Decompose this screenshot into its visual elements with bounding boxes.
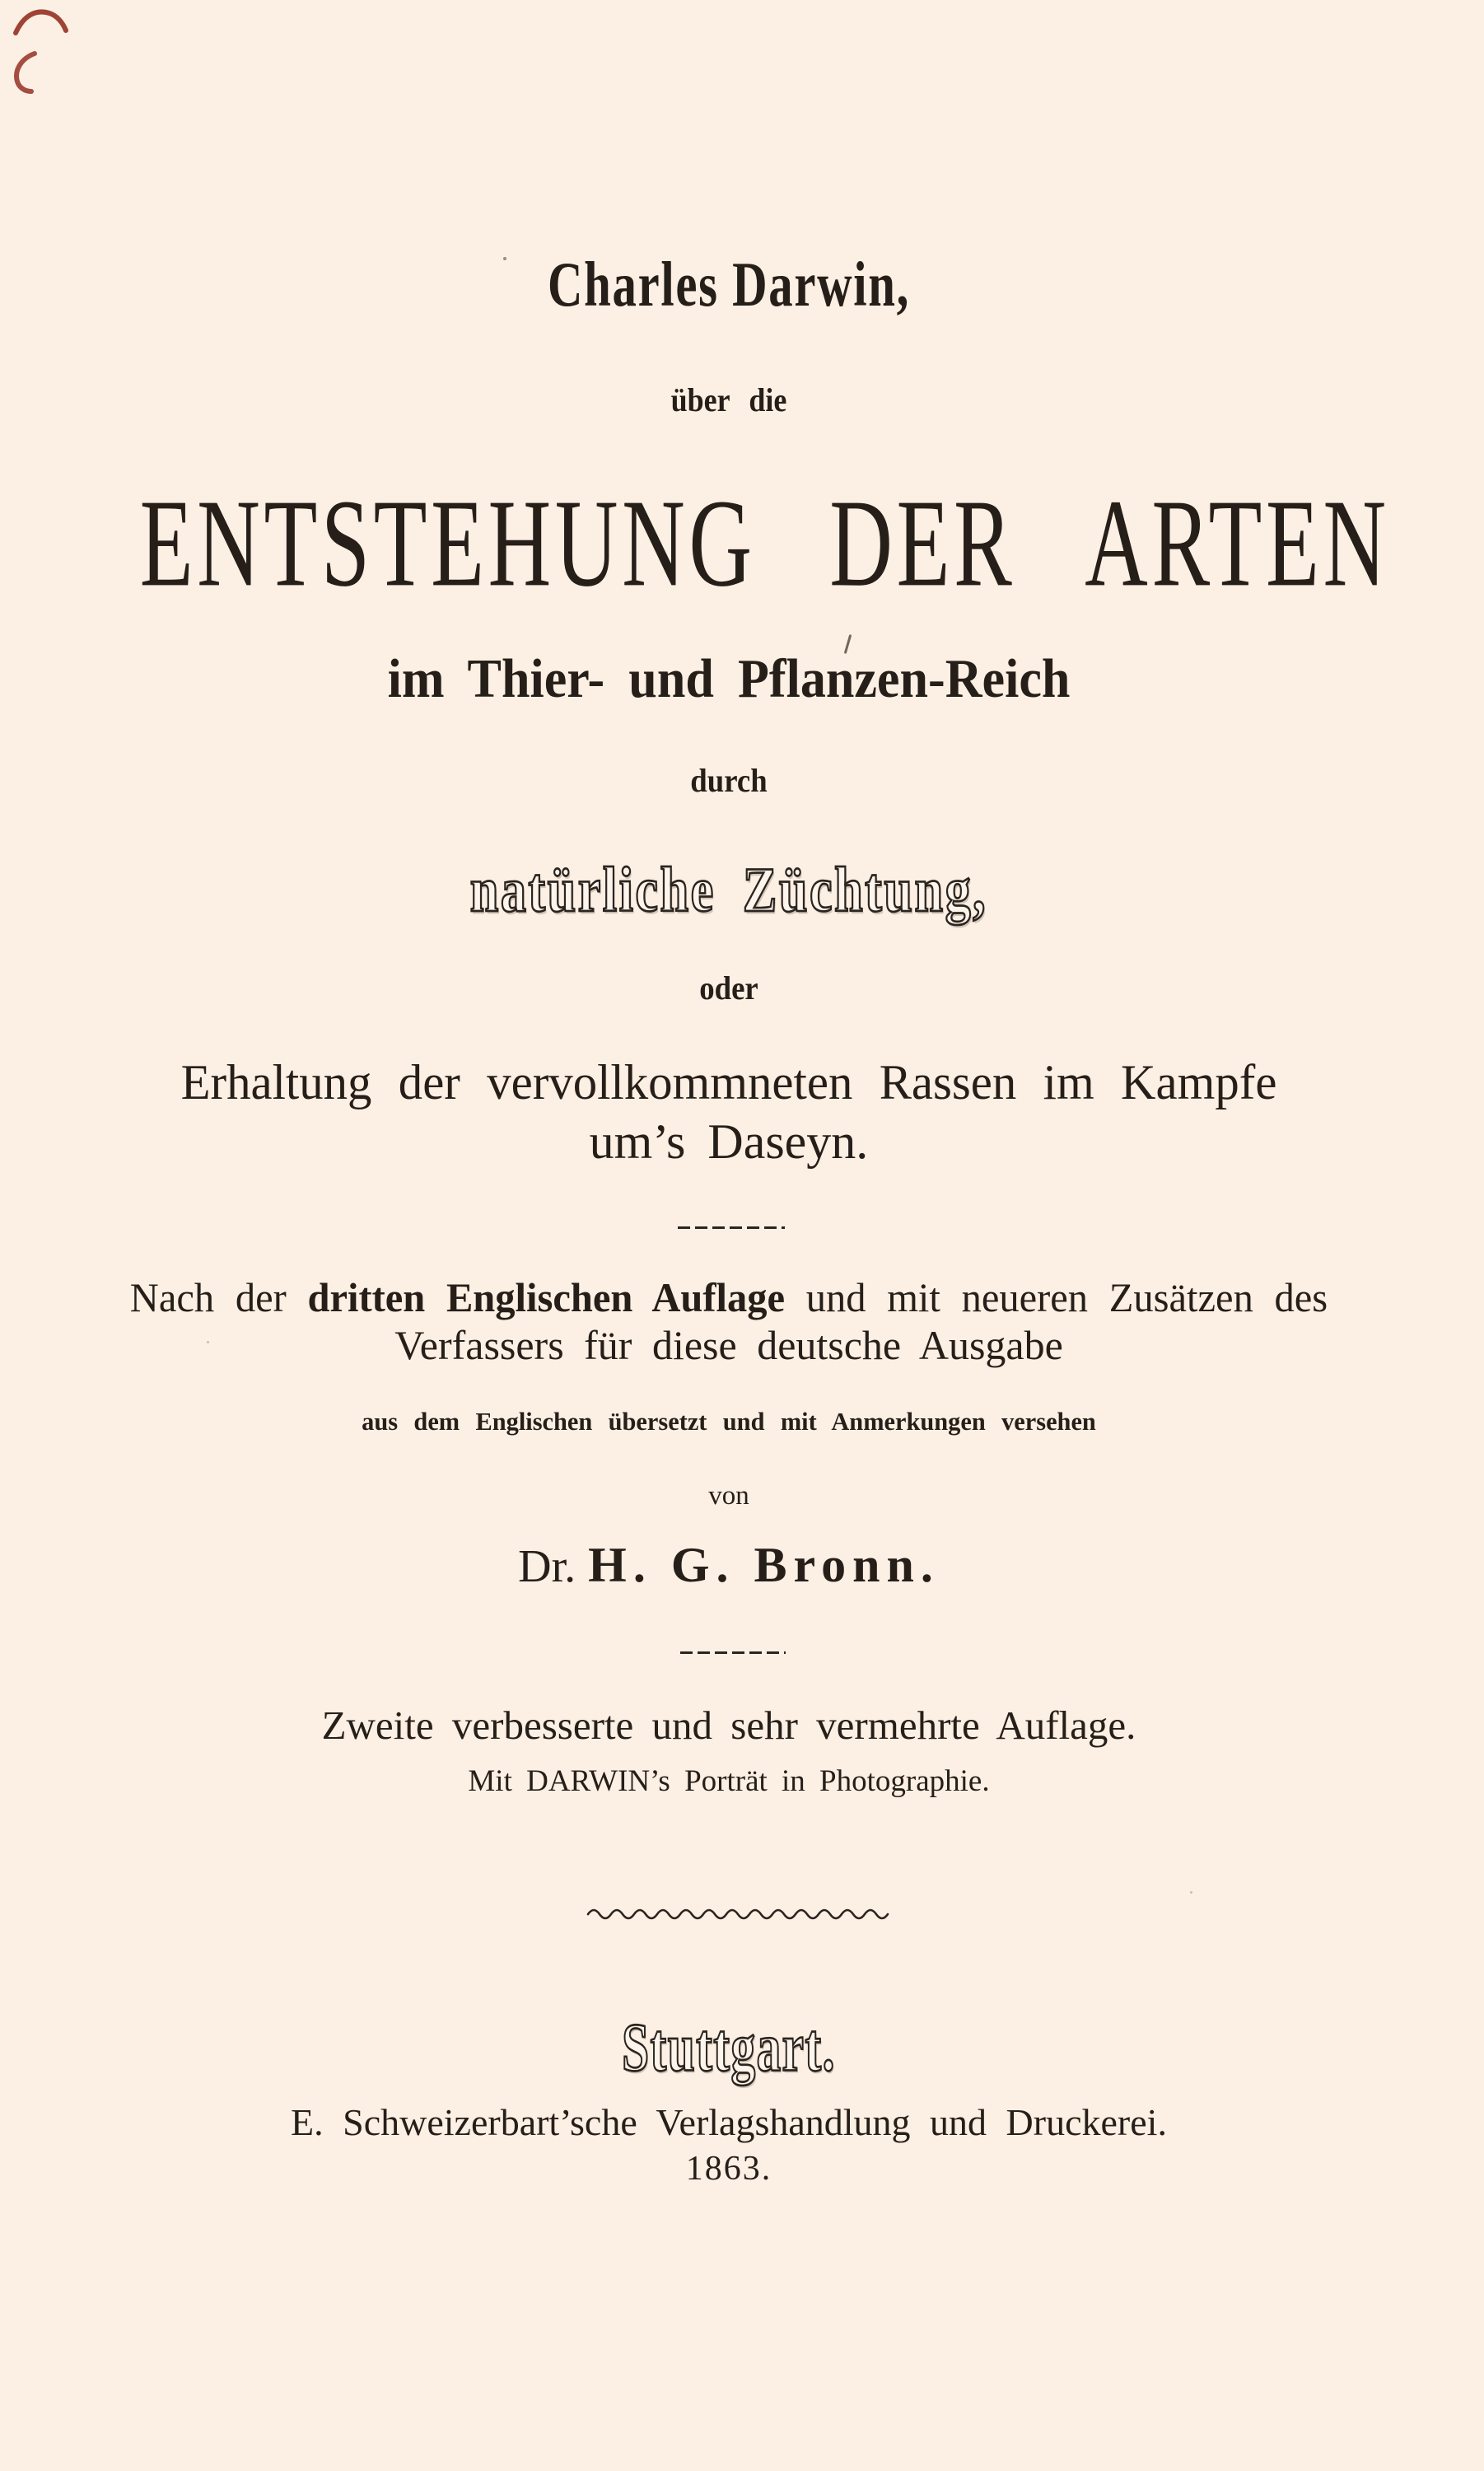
edition-note-bold: dritten Englischen Auflage [307, 1274, 786, 1320]
edition-note-line1 [0, 1274, 1461, 1320]
publisher-name: E. Schweizerbart’sche Verlagshandlung und Druckerei. [291, 2101, 1167, 2143]
scan-speck [207, 1341, 209, 1343]
translator-fullname: H. G. Bronn. [588, 1538, 940, 1592]
ueber-die-text: über die [670, 381, 787, 418]
divider-rule [680, 1651, 786, 1654]
edition-statement: Zweite verbesserte und sehr vermehrte Auflage. [321, 1703, 1136, 1748]
publication-year: 1863. [685, 2150, 772, 2188]
edition-note-line2: Verfassers für diese deutsche Ausgabe [394, 1322, 1063, 1368]
translator-name [0, 1540, 1484, 1590]
natural-selection-text: natürliche Züchtung, [469, 854, 988, 927]
city-name: Stuttgart. [622, 2009, 836, 2086]
edition-note-pre: Nach der [129, 1274, 308, 1320]
translator-note: aus dem Englischen übersetzt und mit Anmerkungen versehen [362, 1407, 1096, 1436]
subtitle-thier-pflanzen: im Thier- und Pflanzen-Reich [387, 647, 1071, 709]
red-ink-mark [8, 49, 48, 96]
subtitle2-line2: um’s Daseyn. [589, 1114, 869, 1169]
translator-title: Dr. [518, 1541, 576, 1592]
author-name: Charles Darwin, [547, 250, 911, 320]
main-title: ENTSTEHUNG DER ARTEN [139, 474, 1390, 613]
von-text: von [708, 1481, 749, 1511]
portrait-note: Mit DARWIN’s Porträt in Photographie. [468, 1764, 990, 1798]
scan-speck [503, 257, 506, 260]
divider-rule [678, 1226, 785, 1229]
edition-note-post: und mit neueren Zusätzen des [785, 1274, 1328, 1320]
durch-text: durch [690, 762, 768, 799]
scan-speck [1190, 1891, 1192, 1894]
wavy-divider [586, 1904, 892, 1921]
subtitle2-line1: Erhaltung der vervollkommneten Rassen im Kampfe [180, 1055, 1277, 1109]
red-ink-mark [12, 5, 71, 43]
oder-text: oder [699, 969, 758, 1007]
